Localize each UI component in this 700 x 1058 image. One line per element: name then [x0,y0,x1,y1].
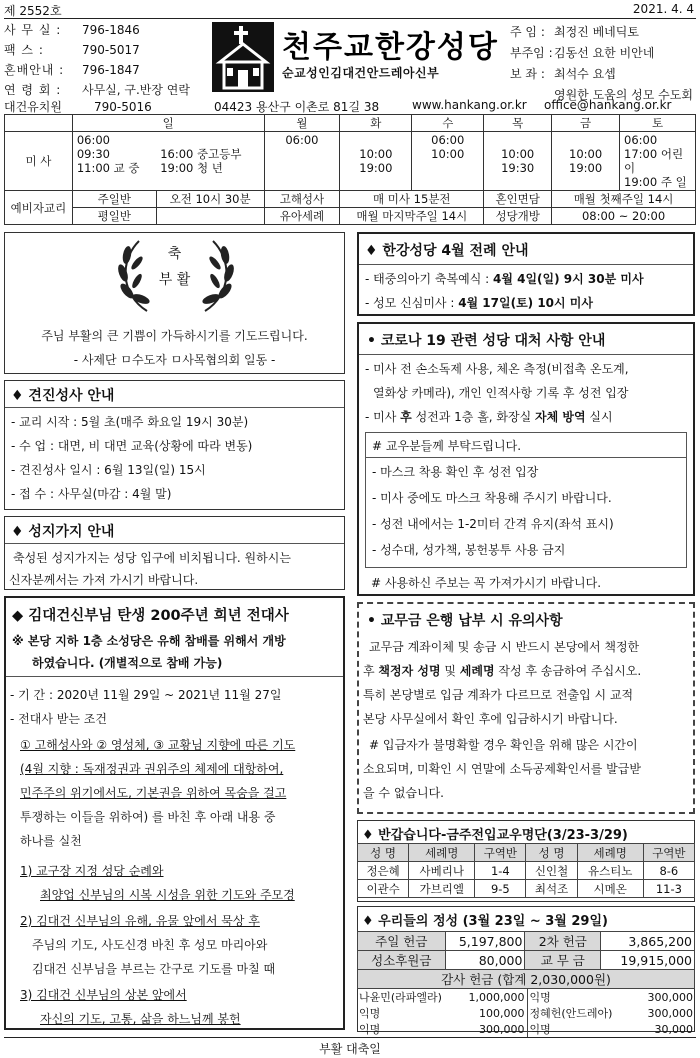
contact-row: 혼배안내 : 796-1847 [4,63,140,77]
covid-line: - 미사 전 손소독제 사용, 체온 측정(비접촉 온도계, [365,362,629,376]
jubilee-condition-line: (4월 지향 : 독재정권과 권위주의 체제에 대항하여, [20,762,284,776]
contact-row: 연 령 회 : 사무실, 구.반장 연락 [4,83,190,97]
kindergarten-row: 대건유치원 790-5016 [4,100,152,114]
jubilee-note-1: ※ 본당 지하 1층 소성당은 유해 참배를 위해서 개방 [12,634,286,648]
bank-line: # 입금자가 불명확할 경우 확인을 위해 많은 시간이 [369,738,638,752]
thu-masses: 10:00 19:30 [484,132,552,191]
covid-request-line: - 성수대, 성가책, 봉헌봉투 사용 금지 [372,543,566,557]
sun-evening-masses: 16:00 중고등부 19:00 청 년 [156,132,264,191]
bank-title: • 교무금 은행 납부 시 유의사항 [367,613,563,629]
covid-line: - 미사 후 성전과 1층 홀, 화장실 자체 방역 실시 [365,410,613,424]
palm-notice [4,516,345,590]
thanks-total: 감사 헌금 (합계 2,030,000원) [358,970,695,989]
table-row: 성소후원금 80,000 교 무 금 19,915,000 [358,951,695,970]
confirmation-line: - 수 업 : 대면, 비 대면 교육(상황에 따라 변동) [11,439,253,453]
church-patron: 순교성인김대건안드레아신부 [282,66,440,80]
jubilee-item: 1) 교구장 지정 성당 순례와 [20,864,164,878]
welcome-section [357,820,695,902]
day-tue: 화 [340,115,412,132]
palm-title: ♦ 성지가지 안내 [11,524,115,540]
table-row [358,970,695,989]
day-mon: 월 [264,115,340,132]
church-name: 천주교한강성당 [282,30,499,65]
contact-info [4,20,190,100]
clergy-row: 주 임 : 최정진 베네딕토 [510,25,639,39]
offering-section [357,906,695,1036]
jubilee-title: ◆ 김대건신부님 탄생 200주년 희년 전대사 [12,608,289,624]
fri-masses: 10:00 19:00 [552,132,620,191]
clergy-row: 보 좌 : 최석수 요셉 [510,67,616,81]
schedule-day-row [5,115,696,132]
table-row: 익명 300,000 익명 30,000 [359,1022,693,1036]
table-header-row: 성 명 세례명 구역반 성 명 세례명 구역반 [358,844,695,862]
sun-morning-masses: 06:00 09:30 11:00 교 중 [72,132,156,191]
greeting-word-1: 축 [167,246,182,262]
day-wed: 수 [412,115,484,132]
covid-notice [357,322,695,596]
jubilee-condition-line: 투쟁하는 이들을 위하여) 를 바친 후 아래 내용 중 [20,810,276,824]
offering-title: ♦ 우리들의 정성 (3월 23일 ~ 3월 29일) [362,914,608,929]
jubilee-item: 2) 김대건 신부님의 유해, 유물 앞에서 묵상 후 [20,914,260,928]
clergy-row: 영원한 도움의 성모 수도회 [554,88,693,102]
jubilee-item: 최양업 신부님의 시복 시성을 위한 기도와 주모경 [40,888,295,902]
mon-masses: 06:00 [264,132,340,191]
covid-title: • 코로나 19 관련 성당 대처 사항 안내 [367,333,606,349]
jubilee-note-2: 하였습니다. (개별적으로 참배 가능) [32,656,223,670]
jubilee-condition-line: ① 고해성사와 ② 영성체, ③ 교황님 지향에 따른 기도 [20,738,296,752]
covid-request-line: - 성전 내에서는 1-2미터 간격 유지(좌석 표시) [372,517,614,531]
covid-line: 열화상 카메라), 개인 인적사항 기록 후 성전 입장 [373,386,629,400]
bank-notice [357,602,695,814]
schedule-table [4,114,696,225]
church-logo-icon [212,22,274,92]
issue-number: 제 2552호 [4,4,62,18]
mass-label: 미 사 [5,132,73,191]
day-sun: 일 [72,115,264,132]
day-thu: 목 [484,115,552,132]
jubilee-item: 김대건 신부님을 부르는 간구로 기도를 마칠 때 [32,962,276,976]
palm-line: 신자분께서는 가져 가시기 바랍니다. [9,573,199,587]
jubilee-notice [4,596,345,1030]
table-row: 이관수 가브리엘 9-5 최석조 시메온 11-3 [358,880,695,898]
wed-masses: 06:00 10:00 [412,132,484,191]
greeting-word-2: 부 활 [158,272,191,288]
bank-line: 특히 본당별로 입금 계좌가 다르므로 전출입 시 교적 [363,688,634,702]
confirmation-line: - 교리 시작 : 5월 초(매주 화요일 19시 30분) [11,415,249,429]
tue-masses: 10:00 19:00 [340,132,412,191]
welcome-title: ♦ 반갑습니다-금주전입교우명단(3/23-3/29) [362,828,628,843]
clergy-info [510,22,693,106]
table-row: 정은혜 사베리나 1-4 신인철 유스티노 8-6 [358,862,695,880]
confirmation-notice [4,380,345,510]
april-title: ♦ 한강성당 4월 전례 안내 [365,243,529,259]
palm-line: 축성된 성지가지는 성당 입구에 비치됩니다. 원하시는 [13,551,291,565]
table-row: 주일 헌금 5,197,800 2차 헌금 3,865,200 [358,932,695,951]
table-row: 나윤민(라파엘라) 1,000,000 익명 300,000 [359,990,693,1004]
offering-table [357,931,695,989]
april-line-1: - 태중의아기 축복예식 : 4월 4일(일) 9시 30분 미사 [365,272,644,286]
jubilee-condition-line: 민주주의 위기에서도, 기본권을 위하여 목숨을 걸고 [20,786,287,800]
april-liturgy-notice [357,232,695,316]
covid-request-box [365,432,687,568]
issue-date: 2021. 4. 4 [632,2,694,16]
jubilee-item: 3) 김대건 신부님의 상본 앞에서 [20,988,187,1002]
clergy-row: 부주임 :김동선 요한 비안네 [510,46,655,60]
bank-line: 소요되며, 미확인 시 연말에 소득공제확인서를 발급받 [363,762,641,776]
confirmation-line: - 견진성사 일시 : 6월 13일(일) 15시 [11,463,206,477]
bank-line: 을 수 없습니다. [363,786,444,800]
prep-label: 예비자교리 [5,191,73,225]
welcome-table [357,843,695,898]
greeting-line-1: 주님 부활의 큰 기쁨이 가득하시기를 기도드립니다. [41,329,308,343]
mass-times-row [5,132,696,191]
bank-line: 본당 사무실에서 확인 후에 입금하시기 바랍니다. [363,712,618,726]
bank-line: 후 책정자 성명 및 세례명 작성 후 송금하여 주십시오. [363,664,642,678]
covid-request-line: - 마스크 착용 확인 후 성전 입장 [372,465,539,479]
jubilee-item: 자신의 기도, 고통, 삶을 하느님께 봉헌 [40,1012,241,1026]
easter-greeting [4,232,345,374]
day-fri: 금 [552,115,620,132]
bank-line: 교무금 계좌이체 및 송금 시 반드시 본당에서 책정한 [369,640,640,654]
confirmation-title: ♦ 견진성사 안내 [11,388,115,404]
email-link[interactable]: office@hankang.or.kr [544,98,672,112]
covid-request-title: # 교우분들께 부탁드립니다. [372,439,522,453]
confirmation-line: - 접 수 : 사무실(마감 : 4월 말) [11,487,172,501]
header-rule-top [4,18,696,19]
table-row: 익명 100,000 정혜헌(안드레아) 300,000 [359,1006,693,1020]
april-line-2: - 성모 신심미사 : 4월 17일(토) 10시 미사 [365,296,593,310]
sat-masses: 06:00 17:00 어린이 19:00 주 일 [620,132,696,191]
prep-row-2: 평일반 유아세례 매월 마지막주일 14시 성당개방 08:00 ~ 20:00 [5,208,696,225]
footer-feast: 부활 대축일 [319,1042,381,1056]
covid-request-line: - 미사 중에도 마스크 착용해 주시기 바랍니다. [372,491,612,505]
donor-table [357,989,695,1037]
jubilee-item: 주님의 기도, 사도신경 바친 후 성모 마리아와 [32,938,268,952]
prep-row-1: 예비자교리 주일반 오전 10시 30분 고해성사 매 미사 15분전 혼인면담 매월 첫째주일 14시 [5,191,696,208]
footer-rule [4,1037,696,1038]
covid-bulletin-note: # 사용하신 주보는 꼭 가져가시기 바랍니다. [371,576,602,590]
website-link[interactable]: www.hankang.or.kr [412,98,527,112]
contact-row: 팩 스 : 790-5017 [4,43,140,57]
jubilee-condition-line: 하나를 실천 [20,834,82,848]
greeting-line-2: - 사제단 ㅁ수도자 ㅁ사목협의회 일동 - [73,353,276,367]
day-sat: 토 [620,115,696,132]
address: 04423 용산구 이촌로 81길 38 [214,100,380,114]
contact-row: 사 무 실 : 796-1846 [4,23,140,37]
jubilee-period: - 기 간 : 2020년 11월 29일 ~ 2021년 11월 27일 [10,688,282,702]
jubilee-condition: - 전대사 받는 조건 [10,712,107,726]
